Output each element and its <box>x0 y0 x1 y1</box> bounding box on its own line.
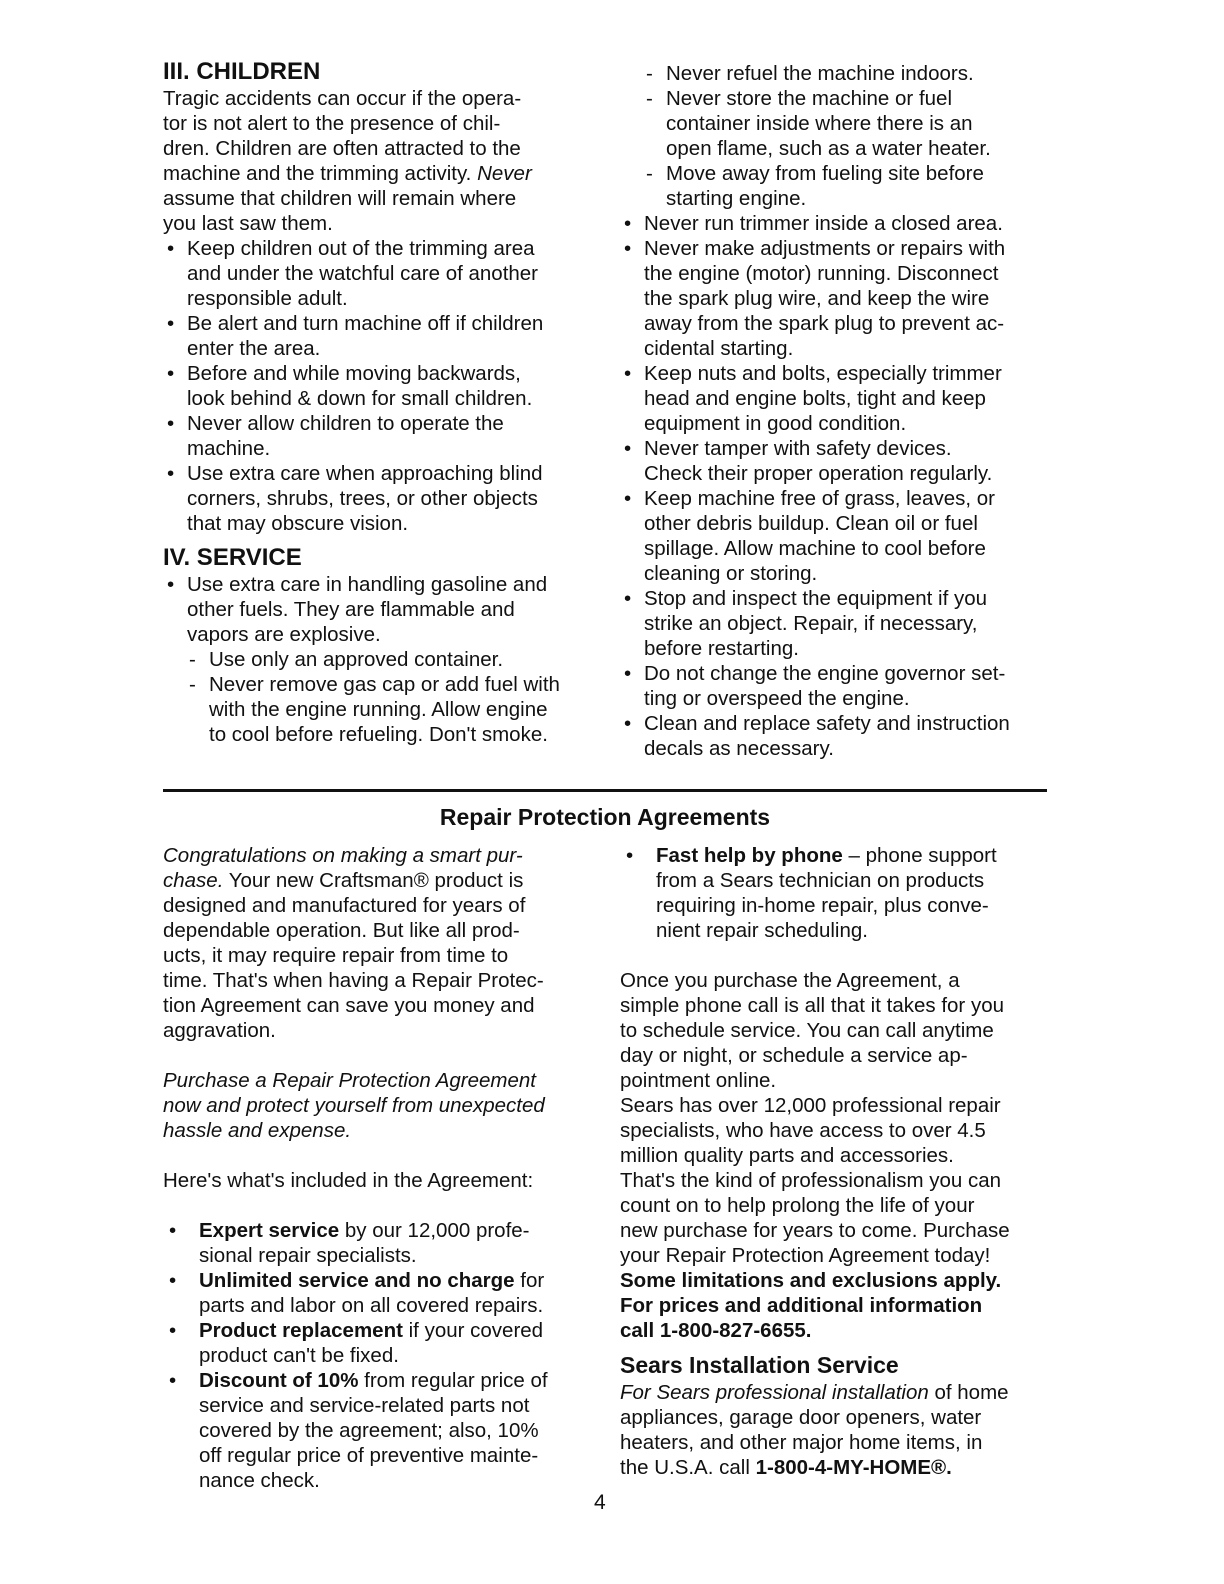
benefit-item: • Fast help by phone – phone support from a Sears technician on products requiring in-home repair, plus conve- nient repair scheduling. <box>620 843 1060 943</box>
list-item: • Never run trimmer inside a closed area. <box>620 211 1060 236</box>
list-subitem: - Never refuel the machine indoors. <box>620 61 1060 86</box>
benefit-item: • Discount of 10% from regular price of service and service-related parts not covered by the agreement; also, 10% off regular price of preventive mainte- nance check. <box>163 1368 603 1493</box>
benefit-list <box>163 1218 603 1493</box>
list-item: • Before and while moving backwards, look behind & down for small children. <box>163 361 603 411</box>
benefit-list-continued <box>620 843 1060 943</box>
page-number: 4 <box>594 1491 606 1514</box>
list-subitem: - Never remove gas cap or add fuel with with the engine running. Allow engine to cool before refueling. Don't smoke. <box>163 672 603 747</box>
service-bullet-list-right <box>620 61 1060 761</box>
list-item: • Be alert and turn machine off if children enter the area. <box>163 311 603 361</box>
children-intro: Tragic accidents can occur if the opera- tor is not alert to the presence of chil- dren. Children are often attracted to the machine and the trimming activity. Never assume that children will remain where you last saw them. <box>163 87 532 235</box>
list-item: • Keep machine free of grass, leaves, or other debris buildup. Clean oil or fuel spillage. Allow machine to cool before cleaning or storing. <box>620 486 1060 586</box>
children-heading: III. CHILDREN <box>163 58 321 85</box>
safety-left-column <box>163 58 603 747</box>
benefit-item: • Expert service by our 12,000 profe- sional repair specialists. <box>163 1218 603 1268</box>
installation-text: For Sears professional installation of home appliances, garage door openers, water heaters, and other major home items, in the U.S.A. call 1-800-4-MY-HOME®. <box>620 1381 1009 1479</box>
list-subitem: - Use only an approved container. <box>163 647 603 672</box>
list-item: • Never make adjustments or repairs with the engine (motor) running. Disconnect the spark plug wire, and keep the wire away from the spark plug to prevent ac- cidental starting. <box>620 236 1060 361</box>
installation-heading: Sears Installation Service <box>620 1352 899 1378</box>
list-item: • Use extra care in handling gasoline and other fuels. They are flammable and vapors are explosive. <box>163 572 603 647</box>
list-subitem: - Move away from fueling site before starting engine. <box>620 161 1060 211</box>
service-bullet-list-left <box>163 572 603 747</box>
list-item: • Never tamper with safety devices. Check their proper operation regularly. <box>620 436 1060 486</box>
section-divider <box>163 789 1047 792</box>
list-item: • Do not change the engine governor set- ting or overspeed the engine. <box>620 661 1060 711</box>
list-item: • Keep nuts and bolts, especially trimmer head and engine bolts, tight and keep equipment in good condition. <box>620 361 1060 436</box>
once-purchase-text: Once you purchase the Agreement, a simple phone call is all that it takes for you to schedule service. You can call anytime day or night, or schedule a service ap- pointment online. Sears has over 12,000 professional repair specialists, who have access to over 4.5 million quality parts and accessories. That's the kind of professionalism you can count on to help prolong the life of your new purchase for years to come. Purchase your Repair Protection Agreement today! <box>620 969 1010 1267</box>
benefit-item: • Product replacement if your covered product can't be fixed. <box>163 1318 603 1368</box>
repair-right-column <box>620 843 1060 1480</box>
repair-intro: Congratulations on making a smart pur- chase. Your new Craftsman® product is designed and manufactured for years of dependable operation. But like all prod- ucts, it may require repair from time to time. That's when having a Repair Protec- tion Agreement can save you money and aggravation. <box>163 844 544 1042</box>
list-item: • Stop and inspect the equipment if you strike an object. Repair, if necessary, before restarting. <box>620 586 1060 661</box>
list-item: • Never allow children to operate the machine. <box>163 411 603 461</box>
list-item: • Clean and replace safety and instruction decals as necessary. <box>620 711 1060 761</box>
repair-left-column <box>163 843 603 1493</box>
included-label: Here's what's included in the Agreement: <box>163 1169 534 1192</box>
repair-section-title: Repair Protection Agreements <box>439 804 771 830</box>
list-item: • Keep children out of the trimming area and under the watchful care of another responsible adult. <box>163 236 603 311</box>
list-item: • Use extra care when approaching blind corners, shrubs, trees, or other objects that may obscure vision. <box>163 461 603 536</box>
list-subitem: - Never store the machine or fuel container inside where there is an open flame, such as a water heater. <box>620 86 1060 161</box>
purchase-note: Purchase a Repair Protection Agreement now and protect yourself from unexpected hassle and expense. <box>163 1069 545 1142</box>
safety-right-column <box>620 61 1060 761</box>
children-bullet-list <box>163 236 603 536</box>
service-heading: IV. SERVICE <box>163 544 302 571</box>
benefit-item: • Unlimited service and no charge for parts and labor on all covered repairs. <box>163 1268 603 1318</box>
limitations-text: Some limitations and exclusions apply. For prices and additional information call 1-800-827-6655. <box>620 1269 1002 1342</box>
